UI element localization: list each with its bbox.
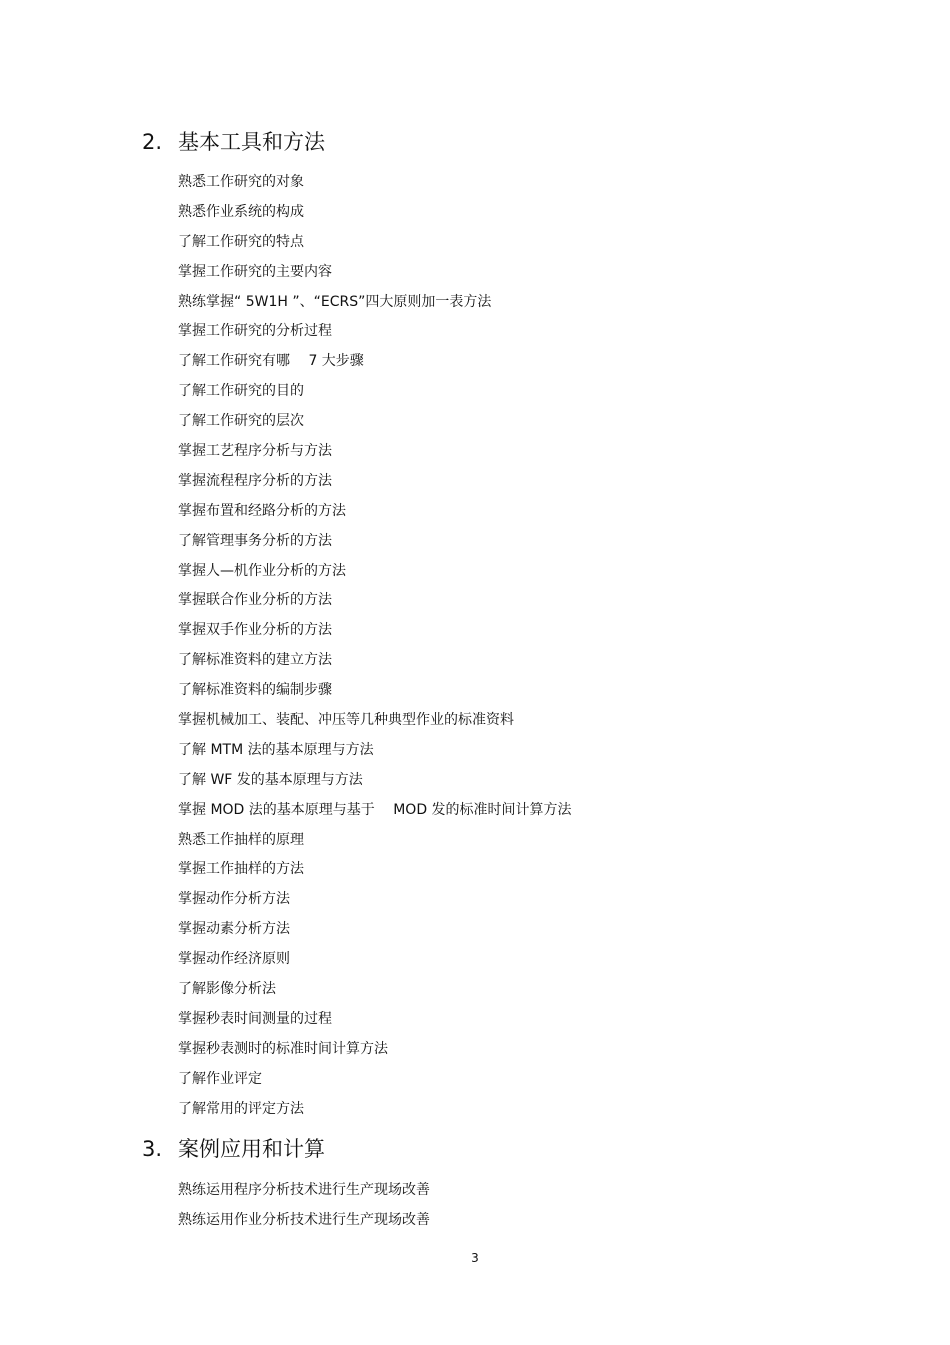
list-item: 熟悉作业系统的构成 bbox=[178, 203, 304, 220]
list-item: 了解作业评定 bbox=[178, 1070, 262, 1087]
list-item: 了解常用的评定方法 bbox=[178, 1100, 304, 1117]
section-title: 基本工具和方法 bbox=[178, 130, 325, 154]
list-item: 熟练运用程序分析技术进行生产现场改善 bbox=[178, 1182, 430, 1198]
list-item: 掌握工艺程序分析与方法 bbox=[178, 443, 332, 460]
list-item: 熟悉工作抽样的原理 bbox=[178, 831, 304, 848]
section-number: 2. bbox=[142, 130, 163, 154]
list-item: 了解管理事务分析的方法 bbox=[178, 532, 332, 549]
list-item: 掌握工作研究的分析过程 bbox=[178, 323, 332, 340]
list-item: 掌握工作研究的主要内容 bbox=[178, 263, 332, 280]
list-item: 掌握联合作业分析的方法 bbox=[178, 592, 332, 609]
list-item: 了解工作研究有哪 7 大步骤 bbox=[178, 353, 364, 370]
list-item: 掌握机械加工、装配、冲压等几种典型作业的标准资料 bbox=[178, 712, 514, 729]
list-item: 掌握布置和经路分析的方法 bbox=[178, 502, 346, 519]
list-item: 熟练掌握“ 5W1H ”、“ECRS”四大原则加一表方法 bbox=[178, 293, 492, 310]
list-item: 熟练运用作业分析技术进行生产现场改善 bbox=[178, 1211, 430, 1228]
list-item: 了解工作研究的特点 bbox=[178, 233, 304, 250]
section-title: 案例应用和计算 bbox=[178, 1137, 325, 1161]
list-item: 掌握动作经济原则 bbox=[178, 951, 290, 968]
list-item: 掌握 MOD 法的基本原理与基于 MOD 发的标准时间计算方法 bbox=[178, 801, 572, 818]
list-item: 掌握工作抽样的方法 bbox=[178, 861, 304, 878]
page-number: 3 bbox=[471, 1251, 479, 1265]
list-item: 了解 MTM 法的基本原理与方法 bbox=[178, 741, 374, 758]
list-item: 掌握双手作业分析的方法 bbox=[178, 622, 332, 639]
list-item: 了解标准资料的建立方法 bbox=[178, 652, 332, 669]
section-item-list bbox=[178, 172, 572, 1129]
section-item-list bbox=[178, 1180, 430, 1240]
list-item: 掌握流程程序分析的方法 bbox=[178, 472, 332, 489]
section-heading bbox=[142, 1134, 325, 1164]
list-item: 了解工作研究的目的 bbox=[178, 383, 304, 400]
list-item: 了解 WF 发的基本原理与方法 bbox=[178, 771, 363, 788]
list-item: 了解工作研究的层次 bbox=[178, 413, 304, 430]
list-item: 掌握人—机作业分析的方法 bbox=[178, 562, 346, 579]
section-number: 3. bbox=[142, 1137, 163, 1161]
list-item: 了解标准资料的编制步骤 bbox=[178, 682, 332, 699]
list-item: 熟悉工作研究的对象 bbox=[178, 174, 304, 190]
list-item: 掌握秒表测时的标准时间计算方法 bbox=[178, 1040, 388, 1057]
section-heading bbox=[142, 127, 325, 157]
list-item: 掌握秒表时间测量的过程 bbox=[178, 1010, 332, 1027]
list-item: 了解影像分析法 bbox=[178, 981, 276, 998]
list-item: 掌握动作分析方法 bbox=[178, 891, 290, 908]
list-item: 掌握动素分析方法 bbox=[178, 921, 290, 938]
